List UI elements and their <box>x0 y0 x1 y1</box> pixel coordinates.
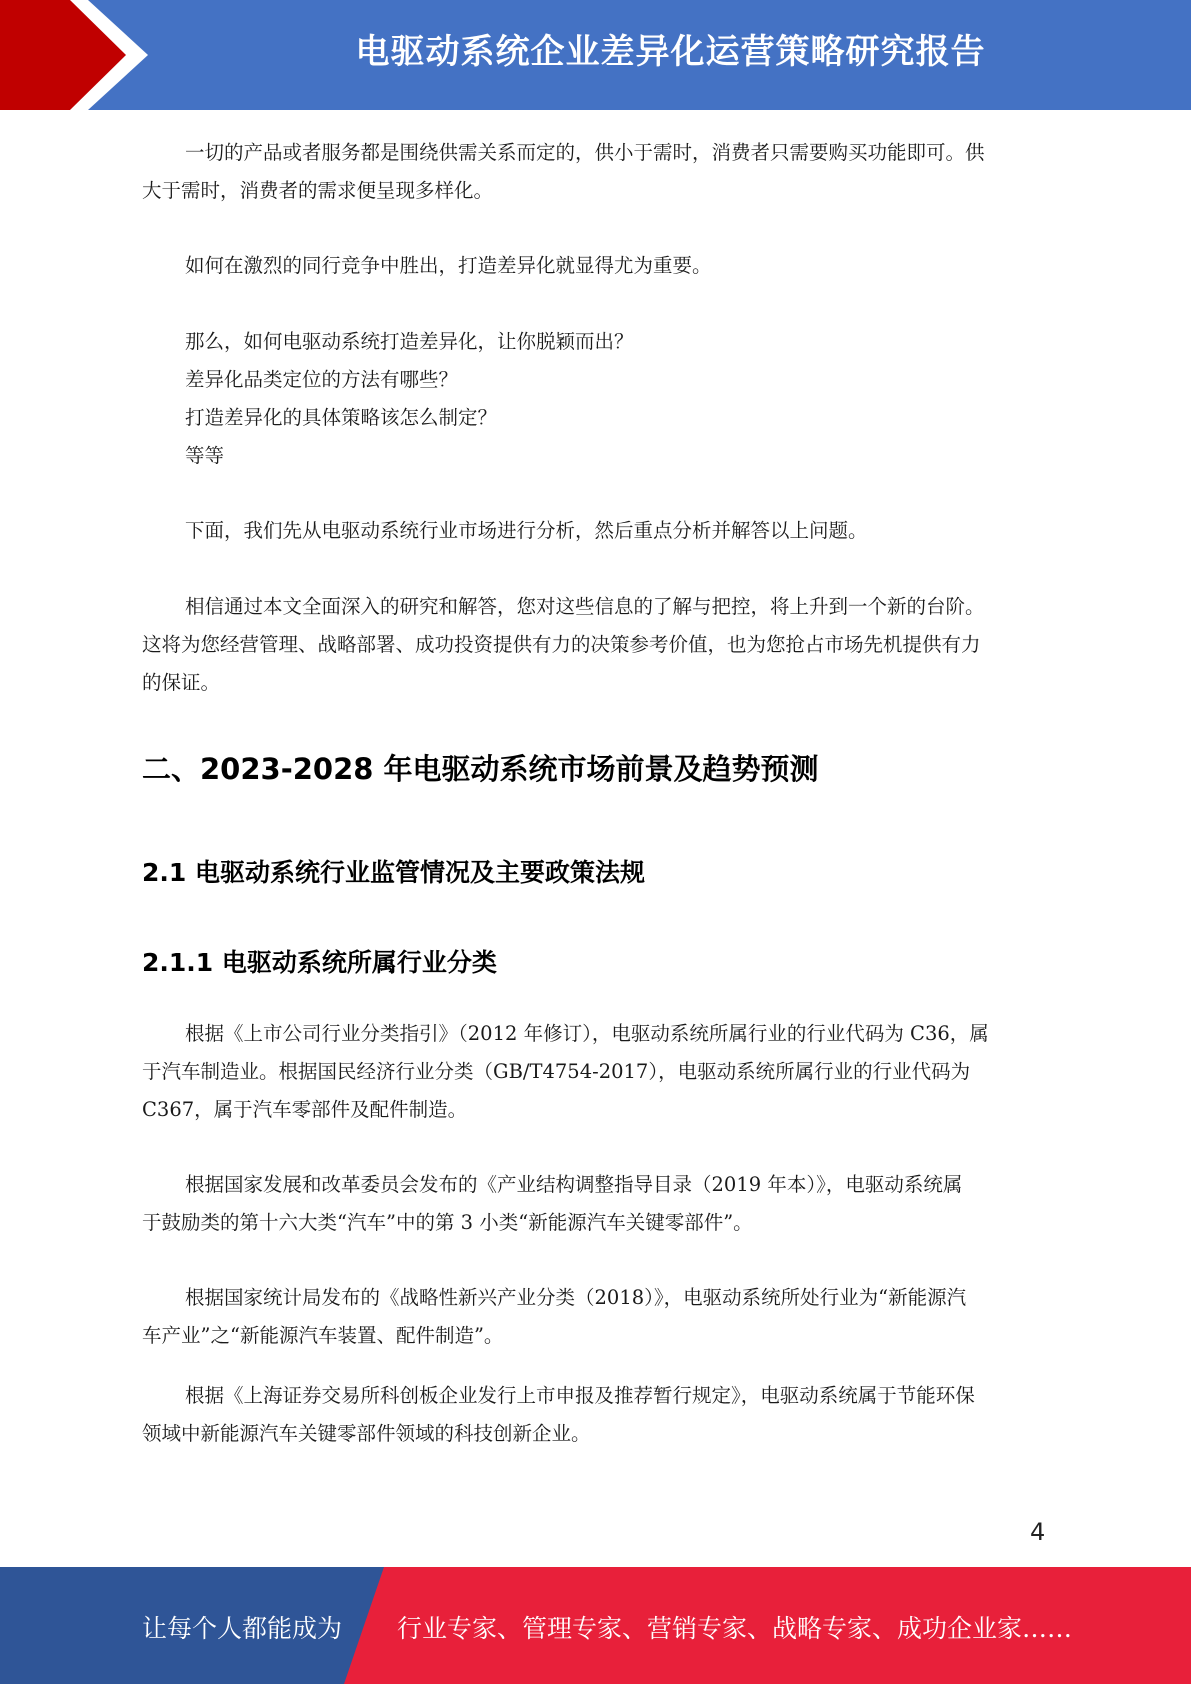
intro-p3: 下面，我们先从电驱动系统行业市场进行分析，然后重点分析并解答以上问题。 <box>185 519 868 542</box>
s2-p2-line2: 于鼓励类的第十六大类“汽车”中的第 3 小类“新能源汽车关键零部件”。 <box>142 1211 753 1234</box>
question-3: 打造差异化的具体策略该怎么制定？ <box>185 406 498 429</box>
section-heading: 二、2023-2028 年电驱动系统市场前景及趋势预测 <box>142 752 819 786</box>
footer-slogan: 让每个人都能成为 <box>142 1614 343 1643</box>
intro-p1-line1: 一切的产品或者服务都是围绕供需关系而定的，供小于需时，消费者只需要购买功能即可。供 <box>185 141 985 164</box>
footer-roles: 行业专家、管理专家、营销专家、战略专家、成功企业家…… <box>397 1614 1073 1643</box>
intro-p4-line2: 这将为您经营管理、战略部署、成功投资提供有力的决策参考价值，也为您抢占市场先机提供有力 <box>142 633 981 656</box>
s2-p1-line2: 于汽车制造业。根据国民经济行业分类（GB/T4754-2017），电驱动系统所属行业的行业代码为 <box>142 1060 971 1083</box>
s2-p1-line3: C367，属于汽车零部件及配件制造。 <box>142 1098 468 1121</box>
page-footer <box>0 1567 1191 1684</box>
intro-p4-line3: 的保证。 <box>142 671 221 694</box>
header-chevron-icon <box>0 0 150 110</box>
subsubsection-heading: 2.1.1 电驱动系统所属行业分类 <box>142 948 497 977</box>
question-4: 等等 <box>185 444 225 467</box>
report-title: 电驱动系统企业差异化运营策略研究报告 <box>355 32 986 72</box>
s2-p1-line1: 根据《上市公司行业分类指引》（2012 年修订），电驱动系统所属行业的行业代码为 C36，属 <box>185 1022 989 1045</box>
page-header <box>0 0 1191 110</box>
page-number: 4 <box>1030 1518 1046 1546</box>
s2-p2-line1: 根据国家发展和改革委员会发布的《产业结构调整指导目录（2019 年本）》，电驱动系统属 <box>185 1173 963 1196</box>
s2-p3-line2: 车产业”之“新能源汽车装置、配件制造”。 <box>142 1324 504 1347</box>
s2-p4-line2: 领域中新能源汽车关键零部件领域的科技创新企业。 <box>142 1422 591 1445</box>
intro-p4-line1: 相信通过本文全面深入的研究和解答，您对这些信息的了解与把控，将上升到一个新的台阶。 <box>185 595 985 618</box>
intro-p2: 如何在激烈的同行竞争中胜出，打造差异化就显得尤为重要。 <box>185 254 712 277</box>
subsection-heading: 2.1 电驱动系统行业监管情况及主要政策法规 <box>142 858 645 887</box>
question-1: 那么，如何电驱动系统打造差异化，让你脱颖而出？ <box>185 330 634 353</box>
s2-p3-line1: 根据国家统计局发布的《战略性新兴产业分类（2018）》，电驱动系统所处行业为“新能源汽 <box>185 1286 967 1309</box>
s2-p4-line1: 根据《上海证券交易所科创板企业发行上市申报及推荐暂行规定》，电驱动系统属于节能环保 <box>185 1384 975 1407</box>
intro-p1-line2: 大于需时，消费者的需求便呈现多样化。 <box>142 179 494 202</box>
question-2: 差异化品类定位的方法有哪些？ <box>185 368 459 391</box>
